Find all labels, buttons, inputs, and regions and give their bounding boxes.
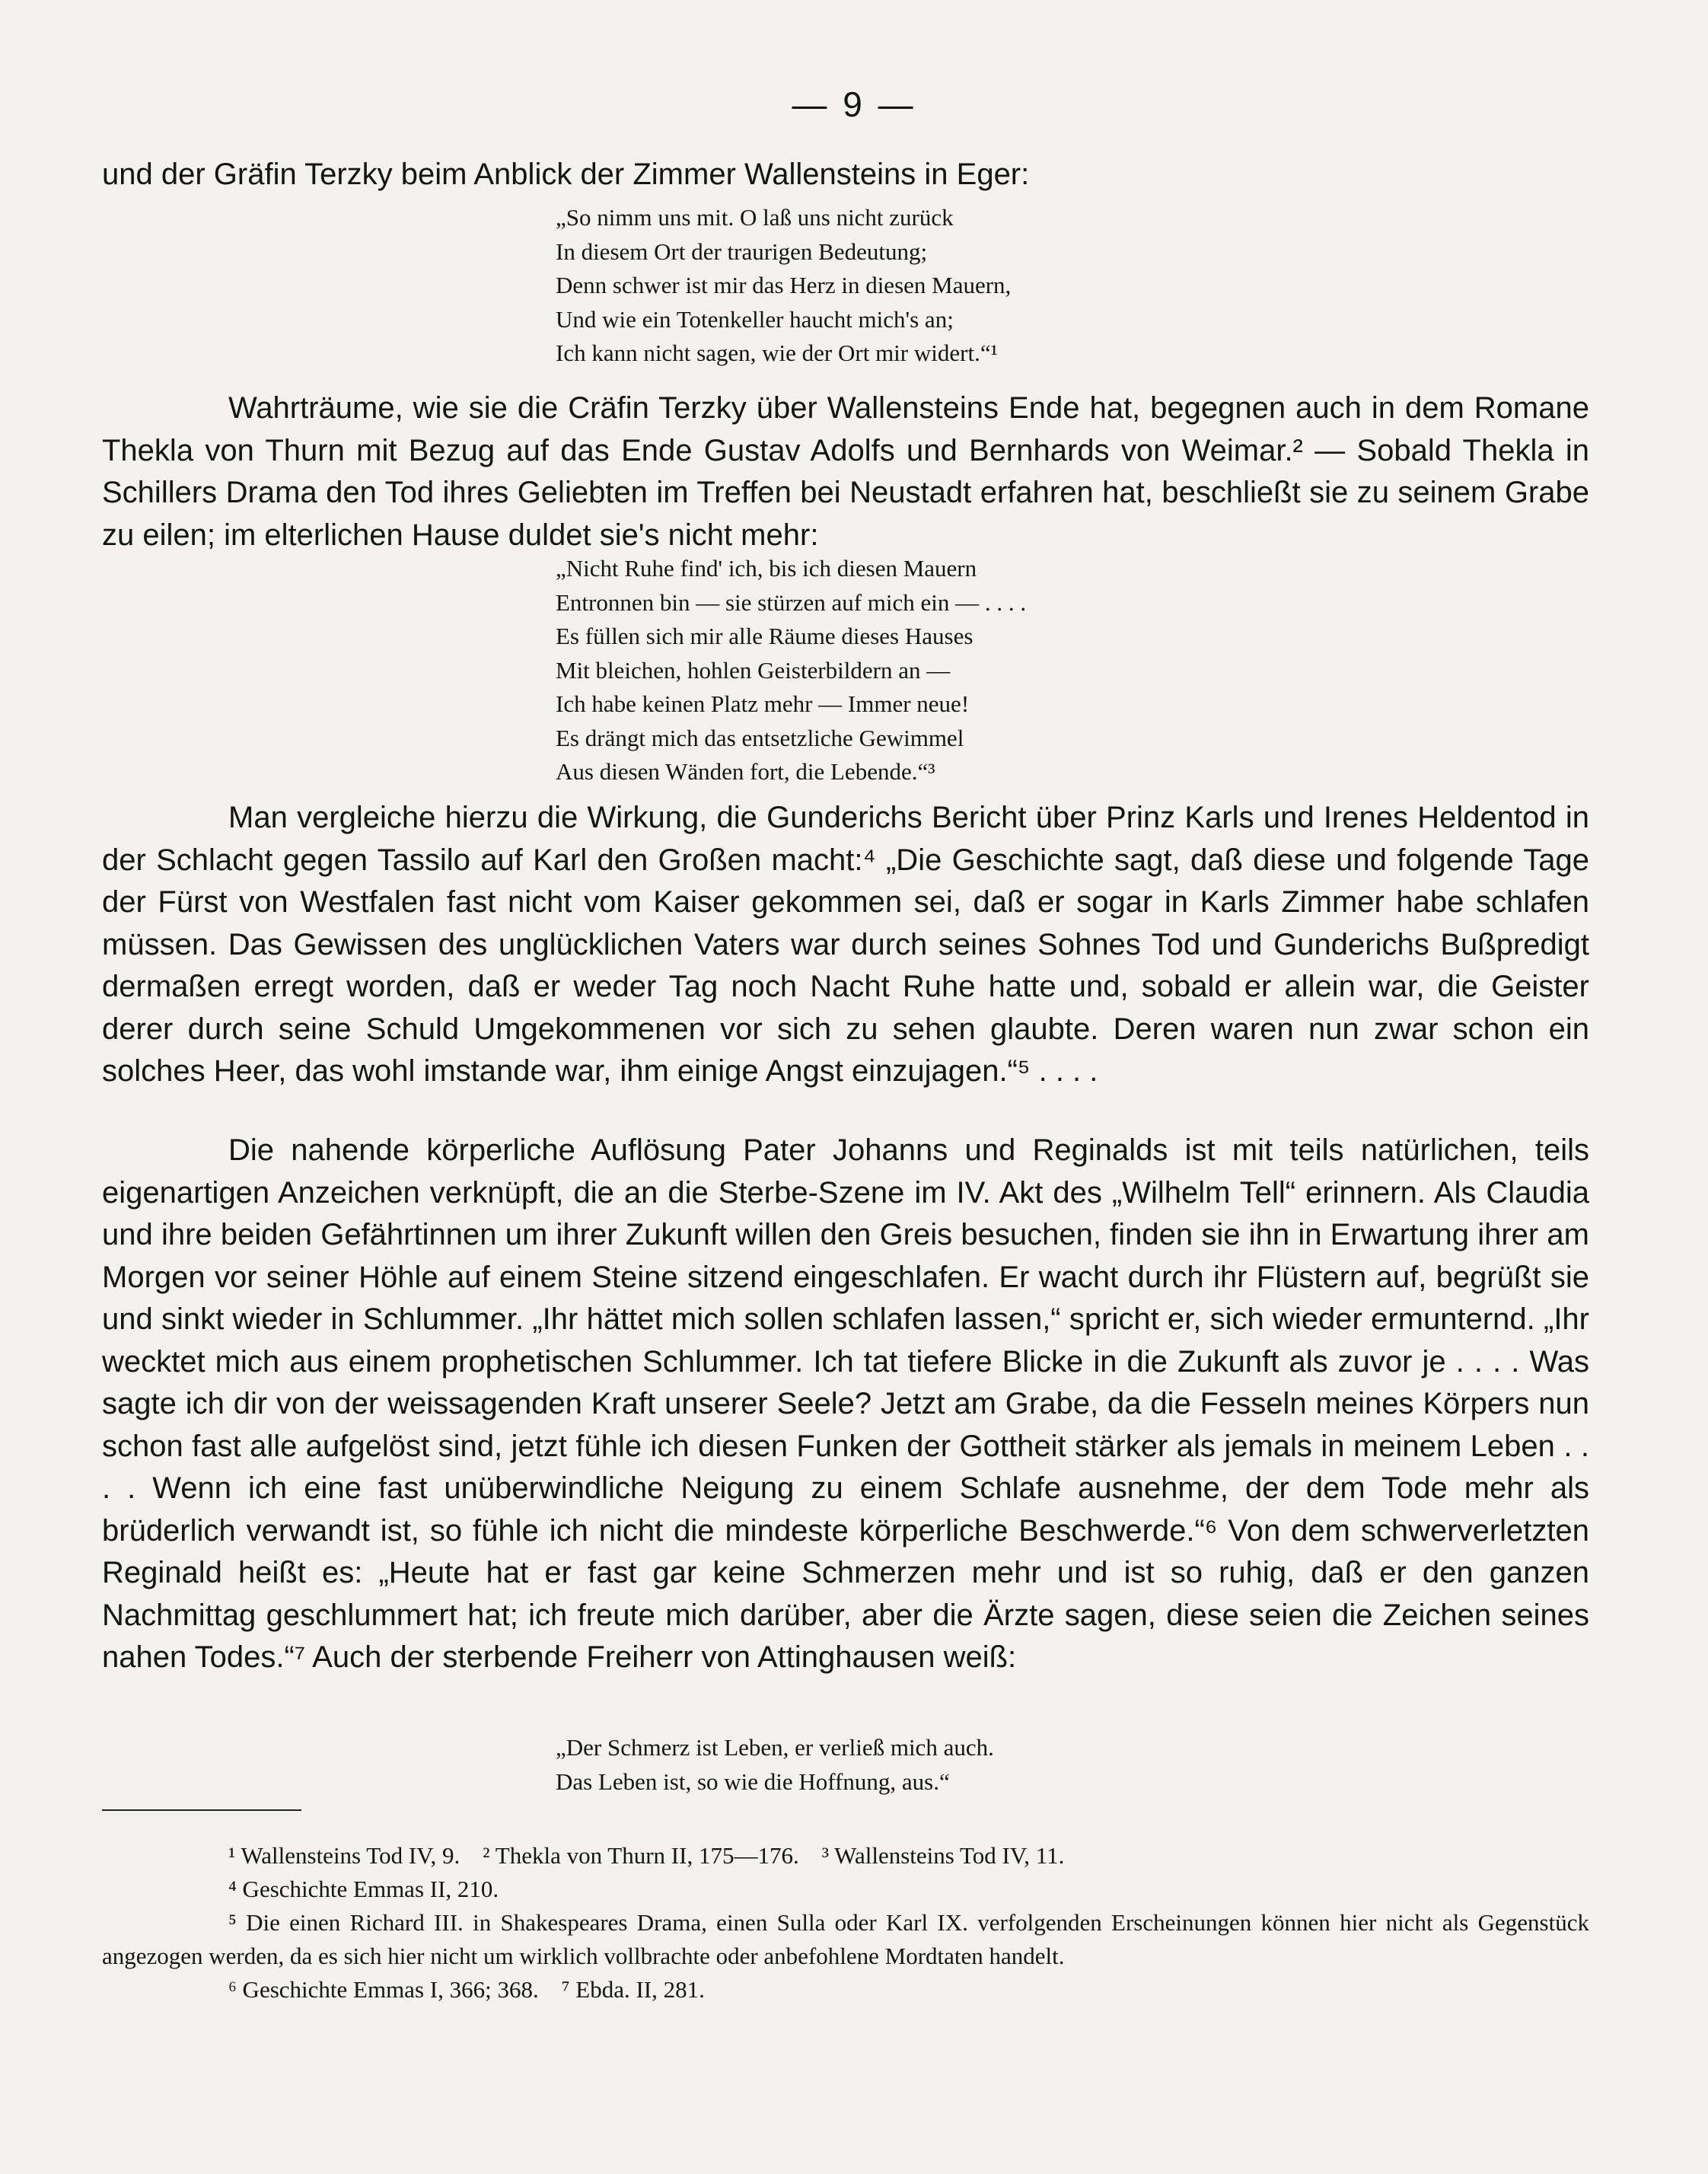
footnote-7: ⁷ Ebda. II, 281. — [561, 1976, 705, 2003]
page-number: — 9 — — [792, 84, 916, 124]
quote-block-2 — [556, 552, 1545, 789]
verse-line: Denn schwer ist mir das Herz in diesen Mauern, — [556, 272, 1012, 298]
body-paragraph-4 — [102, 1130, 1589, 1679]
footnote-6: ⁶ Geschichte Emmas I, 366; 368. — [228, 1976, 539, 2003]
footnote-line — [102, 1973, 1589, 2007]
verse-line: Es drängt mich das entsetzliche Gewimmel — [556, 724, 964, 751]
verse-line: In diesem Ort der traurigen Bedeutung; — [556, 237, 928, 265]
paragraph-text: Man vergleiche hierzu die Wirkung, die Gunderichs Bericht über Prinz Karls und Irenes Heldentod in der Schlacht gegen Tassilo auf Karl den Großen macht:⁴ „Die Geschichte sagt, daß diese und folgende Tage der Fürst von Westfalen fast nicht vom Kaiser gekommen sei, daß er sogar in Karls Zimmer habe schlafen müssen. Das Gewissen des unglücklichen Vaters war durch seines Sohnes Tod und Gunderichs Bußpredigt dermaßen erregt worden, daß er weder Tag noch Nacht Ruhe hatte und, sobald er allein war, die Geister derer durch seine Schuld Umgekommenen vor sich zu sehen glaubte. Deren waren nun zwar schon ein solches Heer, das wohl imstande war, ihm einige Angst einzujagen.“⁵ . . . . — [102, 801, 1589, 1088]
footnote-1: ¹ Wallensteins Tod IV, 9. — [228, 1842, 460, 1869]
verse-line: Und wie ein Totenkeller haucht mich's an; — [556, 305, 954, 333]
verse-line: Es füllen sich mir alle Räume dieses Hauses — [556, 623, 973, 649]
footnotes — [102, 1839, 1589, 2007]
footnote-line — [102, 1839, 1589, 1873]
verse-line: Ich habe keinen Platz mehr — Immer neue! — [556, 690, 970, 717]
verse-line: „So nimm uns mit. O laß uns nicht zurück — [556, 204, 954, 231]
footnote-divider — [102, 1809, 301, 1811]
footnote-2: ² Thekla von Thurn II, 175—176. — [483, 1842, 799, 1869]
paragraph-text: Die nahende körperliche Auflösung Pater Johanns und Reginalds ist mit teils natürlichen, teils eigenartigen Anzeichen verknüpft, die an die Sterbe-Szene im IV. Akt des „Wilhelm Tell“ erinnern. Als Claudia und ihre beiden Gefährtinnen um ihrer Zukunft willen den Greis besuchen, finden sie ihn in Erwartung ihrer am Morgen vor seiner Höhle auf einem Steine sitzend eingeschlafen. Er wacht durch ihr Flüstern auf, begrüßt sie und sinkt wieder in Schlummer. „Ihr hättet mich sollen schlafen lassen,“ spricht er, sich wieder ermunternd. „Ihr wecktet mich aus einem prophetischen Schlummer. Ich tat tiefere Blicke in die Zukunft als zuvor je . . . . Was sagte ich dir von der weissagenden Kraft unserer Seele? Jetzt am Grabe, da die Fesseln meines Körpers nun schon fast alle aufgelöst sind, jetzt fühle ich diesen Funken der Gottheit stärker als jemals in meinem Leben . . . . Wenn ich eine fast unüberwindliche Neigung zu einem Schlafe ausnehme, der dem Tode mehr als brüderlich verwandt ist, so fühle ich nicht die mindeste körperliche Beschwerde.“⁶ Von dem schwerverletzten Reginald heißt es: „Heute hat er fast gar keine Schmerzen mehr und ist so ruhig, daß er den ganzen Nachmittag geschlummert hat; ich freute mich darüber, aber die Ärzte sagen, diese seien die Zeichen seines nahen Todes.“⁷ Auch der sterbende Freiherr von Attinghausen weiß: — [102, 1133, 1589, 1674]
verse-line: Ich kann nicht sagen, wie der Ort mir widert.“¹ — [556, 339, 998, 366]
quote-block-1 — [556, 201, 1545, 371]
paragraph-text: Wahrträume, wie sie die Cräfin Terzky über Wallensteins Ende hat, begegnen auch in dem Romane Thekla von Thurn mit Bezug auf das Ende Gustav Adolfs und Bernhards von Weimar.² — Sobald Thekla in Schillers Drama den Tod ihres Geliebten im Treffen bei Neustadt erfahren hat, beschließt sie zu seinem Grabe zu eilen; im elterlichen Hause duldet sie's nicht mehr: — [102, 391, 1589, 552]
body-paragraph-3 — [102, 797, 1589, 1093]
footnote-3: ³ Wallensteins Tod IV, 11. — [821, 1842, 1065, 1869]
verse-line: Aus diesen Wänden fort, die Lebende.“³ — [556, 758, 935, 785]
footnote-4: ⁴ Geschichte Emmas II, 210. — [228, 1876, 499, 1902]
quote-block-3 — [556, 1731, 1545, 1799]
verse-line: Mit bleichen, hohlen Geisterbildern an — — [556, 656, 951, 684]
footnote-5: ⁵ Die einen Richard III. in Shakespeares Drama, einen Sulla oder Karl IX. verfolgenden Erscheinungen können hier nicht als Gegenstück angezogen werden, da es sich hier nicht um wirklich vollbrachte oder anbefohlene Mordtaten handelt. — [102, 1909, 1589, 1969]
intro-paragraph — [102, 154, 1589, 196]
verse-line: „Nicht Ruhe find' ich, bis ich diesen Mauern — [556, 555, 977, 582]
verse-line: „Der Schmerz ist Leben, er verließ mich auch. — [556, 1734, 994, 1761]
intro-line: und der Gräfin Terzky beim Anblick der Zimmer Wallensteins in Eger: — [102, 158, 1030, 191]
verse-line: Entronnen bin — sie stürzen auf mich ein — . . . . — [556, 588, 1027, 616]
verse-line: Das Leben ist, so wie die Hoffnung, aus.“ — [556, 1768, 950, 1795]
body-paragraph-2 — [102, 387, 1589, 556]
